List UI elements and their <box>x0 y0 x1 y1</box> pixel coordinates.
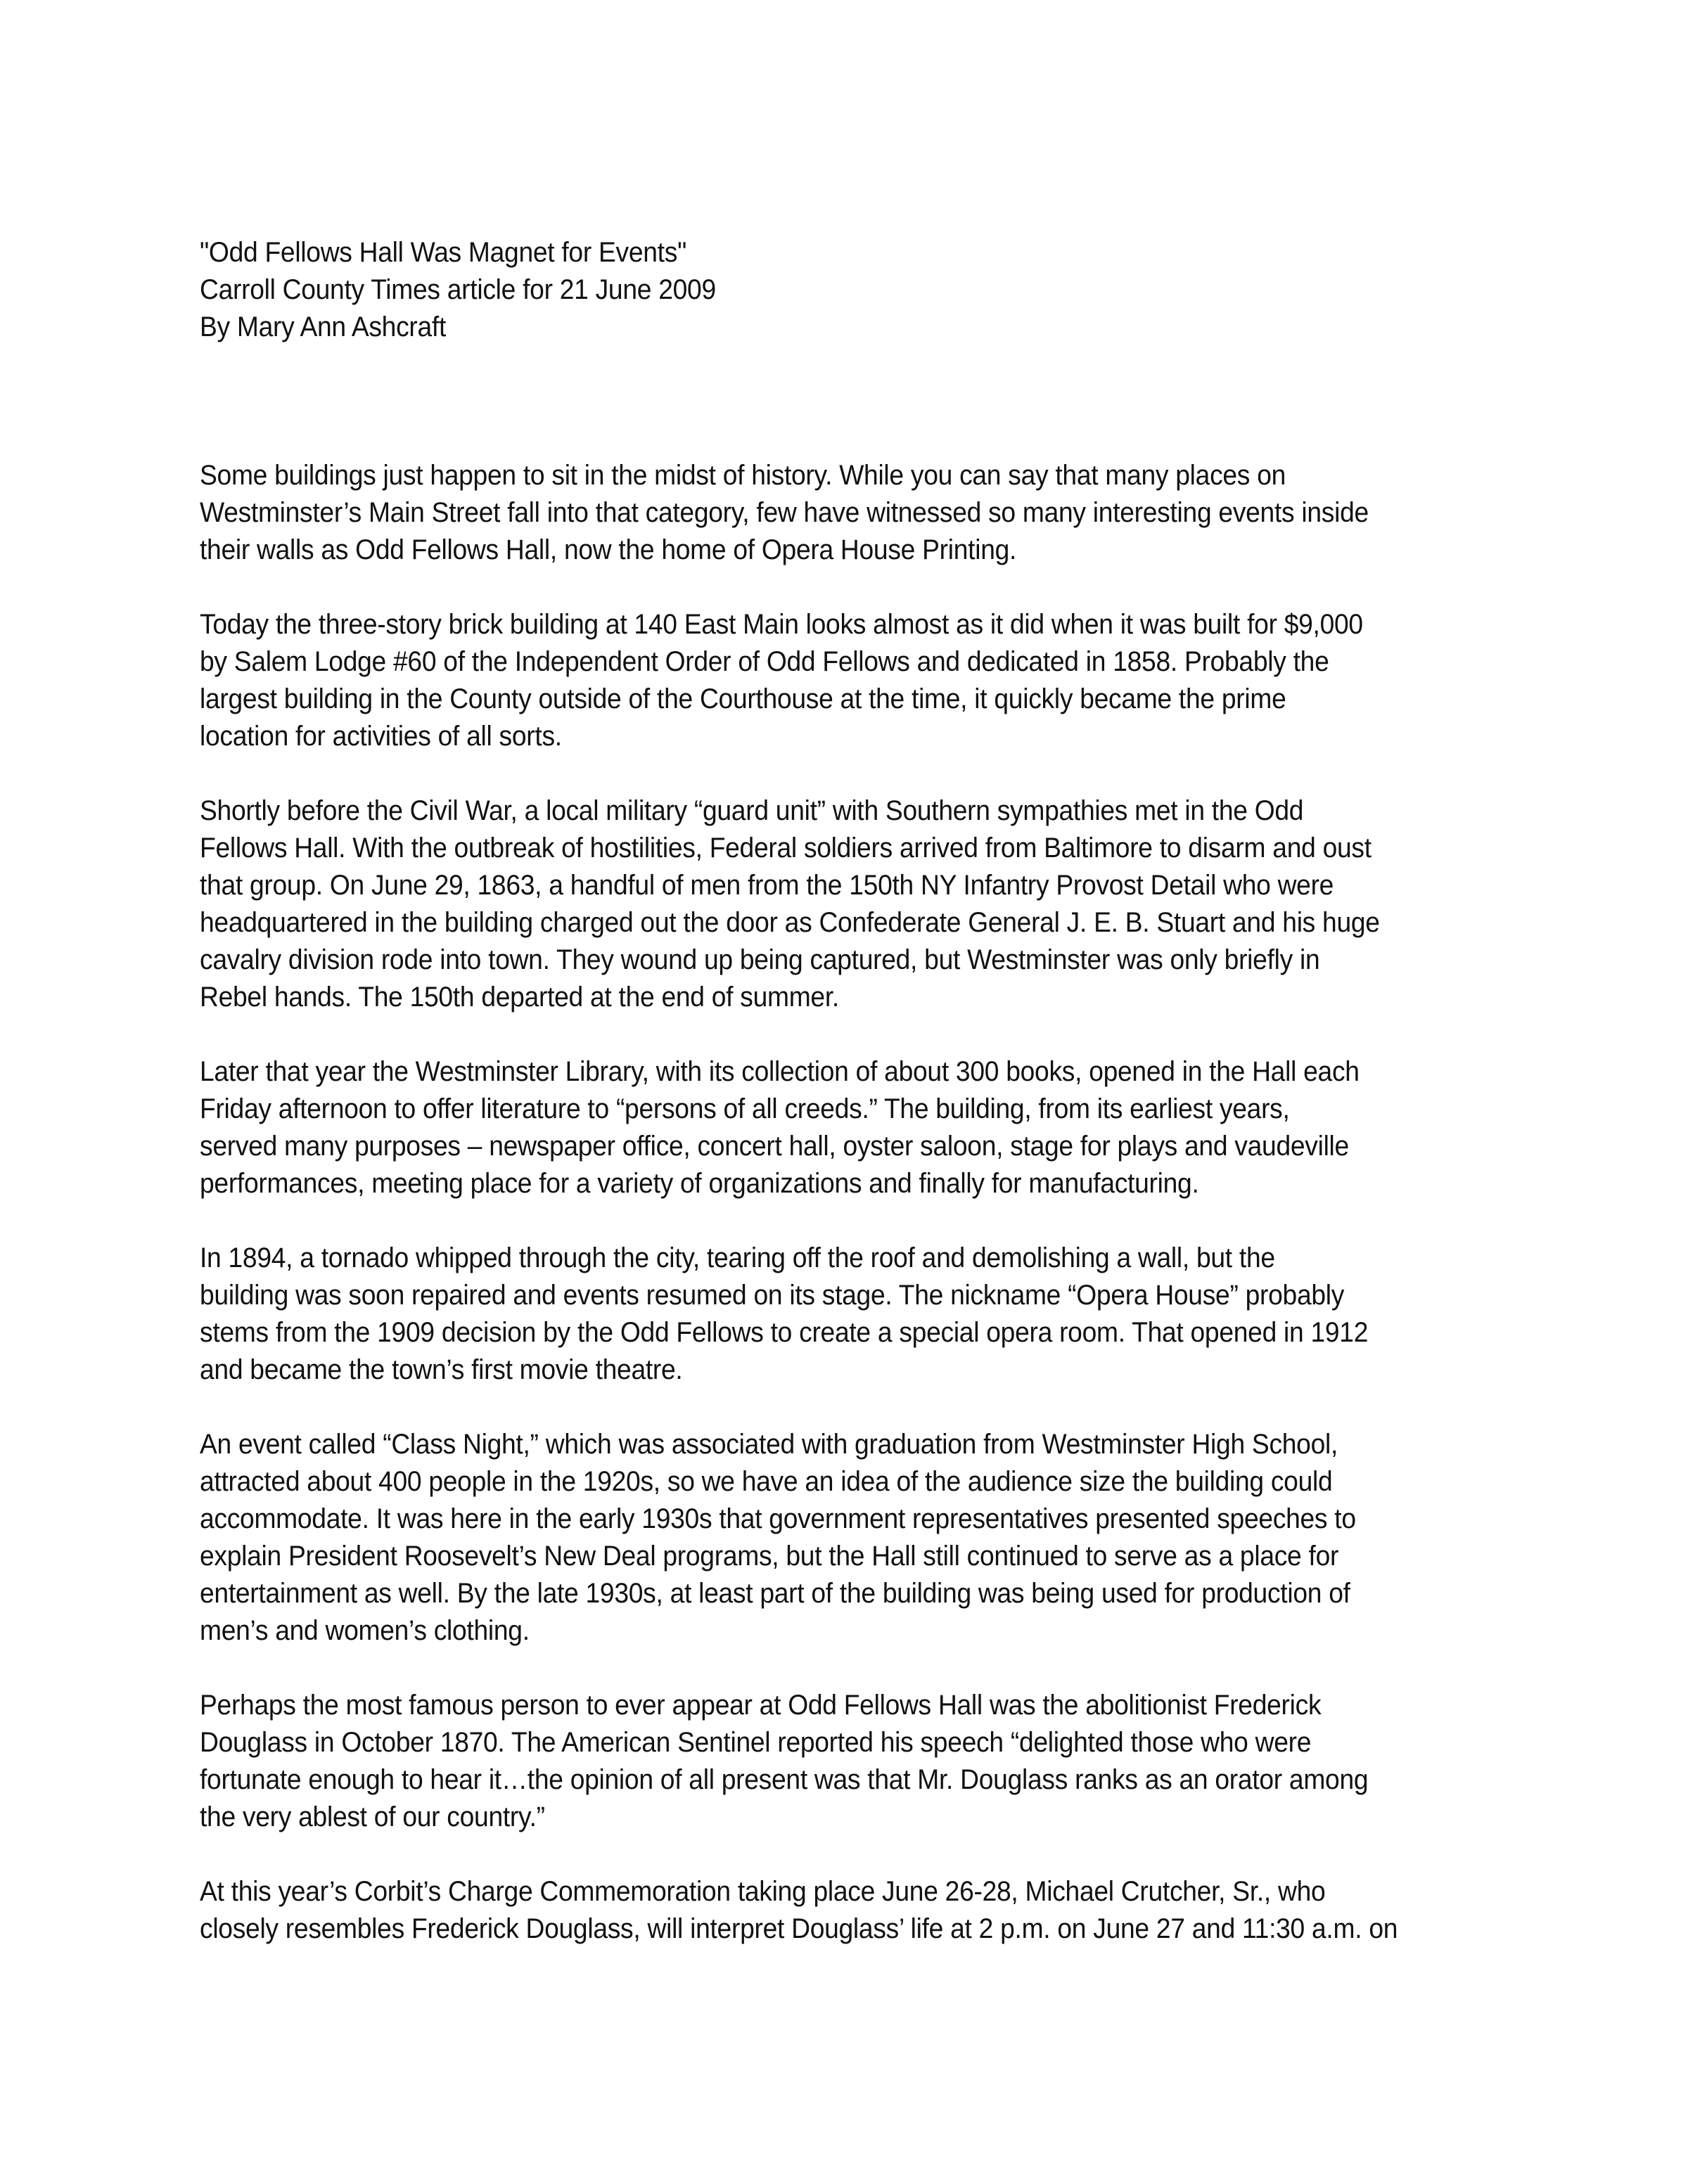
text-line: performances, meeting place for a variety of organizations and finally for manufacturing. <box>200 1168 1199 1199</box>
text-line: that group. On June 29, 1863, a handful of men from the 150th NY Infantry Provost Detail who were <box>200 870 1334 901</box>
text-line: Rebel hands. The 150th departed at the end of summer. <box>200 982 839 1013</box>
text-line: Shortly before the Civil War, a local military “guard unit” with Southern sympathies met in the Odd <box>200 795 1304 826</box>
text-line: Friday afternoon to offer literature to “persons of all creeds.” The building, from its earliest years, <box>200 1093 1290 1124</box>
text-line: Douglass in October 1870. The American Sentinel reported his speech “delighted those who were <box>200 1727 1312 1758</box>
document-page <box>200 234 1501 1985</box>
text-line: Perhaps the most famous person to ever appear at Odd Fellows Hall was the abolitionist Frederick <box>200 1690 1322 1721</box>
text-line: men’s and women’s clothing. <box>200 1615 530 1646</box>
text-line: the very ablest of our country.” <box>200 1801 545 1832</box>
text-line: cavalry division rode into town. They wound up being captured, but Westminster was only briefly in <box>200 944 1320 975</box>
text-line: and became the town’s first movie theatre. <box>200 1354 683 1385</box>
text-line: accommodate. It was here in the early 1930s that government representatives presented speeches to <box>200 1503 1356 1534</box>
text-line: stems from the 1909 decision by the Odd Fellows to create a special opera room. That opened in 1912 <box>200 1317 1369 1348</box>
article-title: "Odd Fellows Hall Was Magnet for Events" <box>200 237 686 268</box>
article-header <box>200 234 1501 346</box>
text-line: Today the three-story brick building at 140 East Main looks almost as it did when it was built for $9,000 <box>200 609 1363 640</box>
text-line: Fellows Hall. With the outbreak of hostilities, Federal soldiers arrived from Baltimore to disarm and oust <box>200 833 1372 863</box>
paragraph-6 <box>200 1426 1501 1650</box>
text-line: explain President Roosevelt’s New Deal programs, but the Hall still continued to serve as a place for <box>200 1541 1339 1572</box>
byline: By Mary Ann Ashcraft <box>200 311 447 342</box>
paragraph-7 <box>200 1687 1501 1836</box>
paragraph-1 <box>200 457 1501 569</box>
paragraph-5 <box>200 1240 1501 1389</box>
text-line: closely resembles Frederick Douglass, will interpret Douglass’ life at 2 p.m. on June 27 and 11:30 a.m. on <box>200 1913 1398 1944</box>
paragraph-8 <box>200 1873 1501 1948</box>
text-line: their walls as Odd Fellows Hall, now the home of Opera House Printing. <box>200 534 1017 565</box>
text-line: Some buildings just happen to sit in the midst of history. While you can say that many places on <box>200 460 1286 491</box>
text-line: location for activities of all sorts. <box>200 721 562 752</box>
text-line: by Salem Lodge #60 of the Independent Order of Odd Fellows and dedicated in 1858. Probably the <box>200 646 1329 677</box>
text-line: headquartered in the building charged out the door as Confederate General J. E. B. Stuart and his huge <box>200 907 1380 938</box>
text-line: served many purposes – newspaper office, concert hall, oyster saloon, stage for plays and vaudeville <box>200 1131 1349 1162</box>
paragraph-4 <box>200 1053 1501 1202</box>
text-line: attracted about 400 people in the 1920s, so we have an idea of the audience size the building could <box>200 1466 1333 1497</box>
text-line: Westminster’s Main Street fall into that category, few have witnessed so many interesting events inside <box>200 497 1369 528</box>
text-line: Later that year the Westminster Library, with its collection of about 300 books, opened in the Hall each <box>200 1056 1360 1087</box>
paragraph-2 <box>200 606 1501 755</box>
text-line: largest building in the County outside of the Courthouse at the time, it quickly became the prime <box>200 683 1286 714</box>
paragraph-3 <box>200 792 1501 1016</box>
publication-line: Carroll County Times article for 21 June 2009 <box>200 274 716 305</box>
text-line: building was soon repaired and events resumed on its stage. The nickname “Opera House” probably <box>200 1280 1345 1311</box>
text-line: entertainment as well. By the late 1930s, at least part of the building was being used for production of <box>200 1578 1350 1609</box>
text-line: An event called “Class Night,” which was associated with graduation from Westminster High School, <box>200 1429 1338 1460</box>
text-line: fortunate enough to hear it…the opinion of all present was that Mr. Douglass ranks as an orator among <box>200 1764 1369 1795</box>
text-line: In 1894, a tornado whipped through the city, tearing off the roof and demolishing a wall, but the <box>200 1242 1275 1273</box>
text-line: At this year’s Corbit’s Charge Commemoration taking place June 26-28, Michael Crutcher, Sr., who <box>200 1876 1326 1907</box>
